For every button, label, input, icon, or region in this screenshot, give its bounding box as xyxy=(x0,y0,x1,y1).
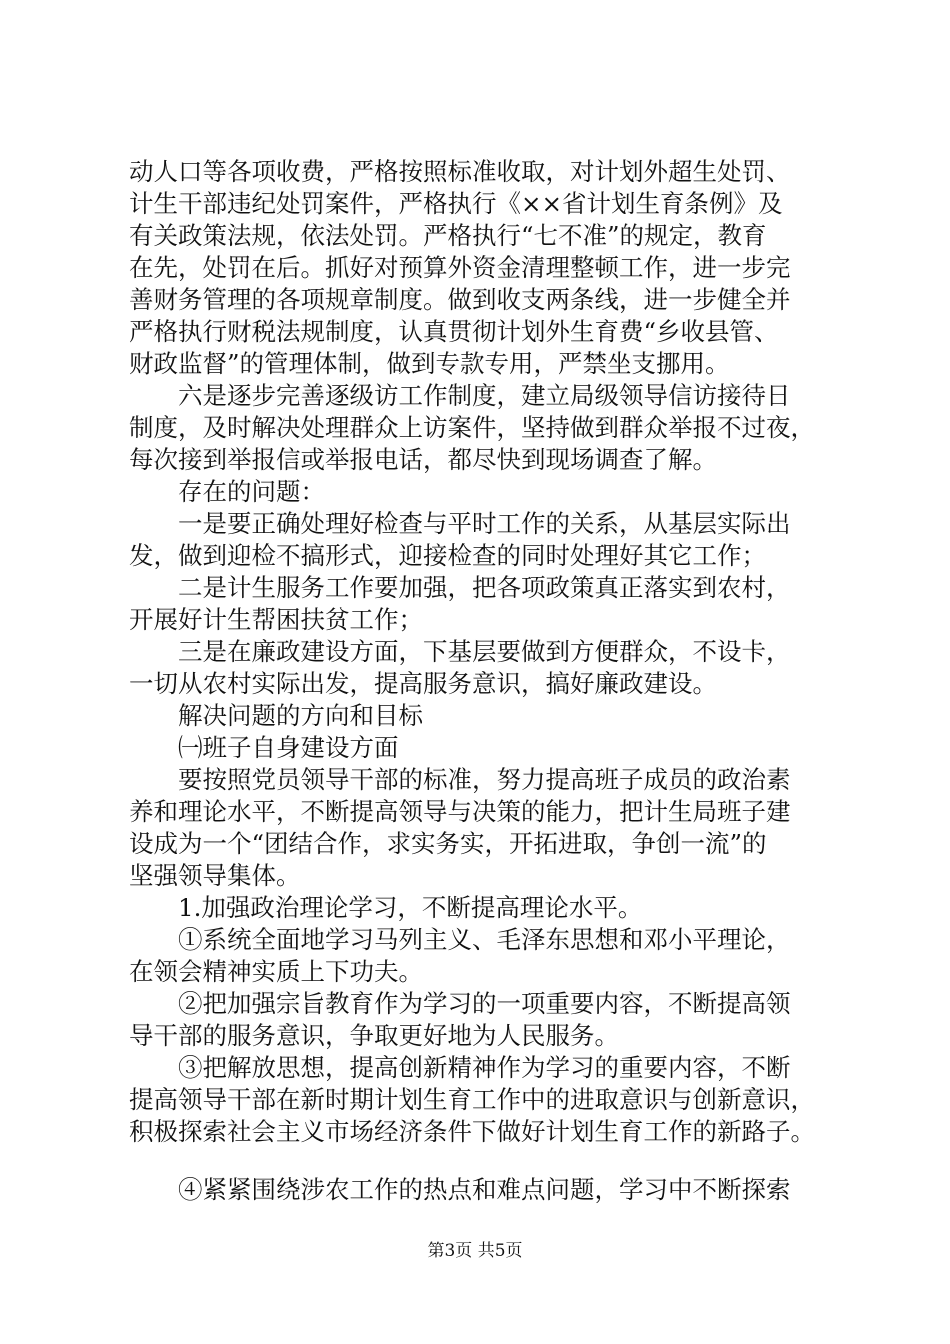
text-line: 开展好计生帮困扶贫工作； xyxy=(129,605,423,634)
list-item: ④紧紧围绕涉农工作的热点和难点问题，学习中不断探索 xyxy=(129,1175,791,1204)
list-item: ②把加强宗旨教育作为学习的一项重要内容，不断提高领 xyxy=(129,989,791,1018)
text-line: 六是逐步完善逐级访工作制度，建立局级领导信访接待日 xyxy=(129,381,791,410)
text-line: 一是要正确处理好检查与平时工作的关系，从基层实际出 xyxy=(129,509,791,538)
text-line: 要按照党员领导干部的标准，努力提高班子成员的政治素 xyxy=(129,765,791,794)
text-line: 计生干部违纪处罚案件，严格执行《××省计划生育条例》及 xyxy=(129,189,783,218)
text-line: 制度，及时解决处理群众上访案件，坚持做到群众举报不过夜， xyxy=(129,413,815,442)
numbered-heading: 1.加强政治理论学习，不断提高理论水平。 xyxy=(129,893,643,922)
text-line: 善财务管理的各项规章制度。做到收支两条线，进一步健全并 xyxy=(129,285,791,314)
text-line: 三是在廉政建设方面，下基层要做到方便群众，不设卡， xyxy=(129,637,791,666)
page-footer xyxy=(0,1240,950,1262)
text-line: 在先，处罚在后。抓好对预算外资金清理整顿工作，进一步完 xyxy=(129,253,791,282)
text-line: 一切从农村实际出发，提高服务意识，搞好廉政建设。 xyxy=(129,669,717,698)
text-line: 有关政策法规，依法处罚。严格执行“七不准”的规定，教育 xyxy=(129,221,767,250)
subsection-heading: ㈠班子自身建设方面 xyxy=(129,733,399,762)
text-line: 坚强领导集体。 xyxy=(129,861,301,890)
section-heading: 存在的问题： xyxy=(129,477,325,506)
section-heading: 解决问题的方向和目标 xyxy=(129,701,423,730)
text-line: 每次接到举报信或举报电话，都尽快到现场调查了解。 xyxy=(129,445,717,474)
paragraph-gap xyxy=(129,1148,841,1174)
text-line: 严格执行财税法规制度，认真贯彻计划外生育费“乡收县管、 xyxy=(129,317,779,346)
page-number: 第3页 共5页 xyxy=(427,1241,523,1261)
text-line: 积极探索社会主义市场经济条件下做好计划生育工作的新路子。 xyxy=(129,1117,815,1146)
text-line: 二是计生服务工作要加强，把各项政策真正落实到农村， xyxy=(129,573,791,602)
text-line: 提高领导干部在新时期计划生育工作中的进取意识与创新意识， xyxy=(129,1085,815,1114)
text-line: 发，做到迎检不搞形式，迎接检查的同时处理好其它工作； xyxy=(129,541,766,570)
text-line: 导干部的服务意识，争取更好地为人民服务。 xyxy=(129,1021,619,1050)
document-body xyxy=(129,156,841,1206)
text-line: 财政监督”的管理体制，做到专款专用，严禁坐支挪用。 xyxy=(129,349,730,378)
list-item: ③把解放思想，提高创新精神作为学习的重要内容，不断 xyxy=(129,1053,791,1082)
text-line: 在领会精神实质上下功夫。 xyxy=(129,957,423,986)
text-line: 设成为一个“团结合作，求实务实，开拓进取，争创一流”的 xyxy=(129,829,767,858)
list-item: ①系统全面地学习马列主义、毛泽东思想和邓小平理论， xyxy=(129,925,791,954)
text-line: 动人口等各项收费，严格按照标准收取，对计划外超生处罚、 xyxy=(129,157,791,186)
text-line: 养和理论水平，不断提高领导与决策的能力，把计生局班子建 xyxy=(129,797,791,826)
